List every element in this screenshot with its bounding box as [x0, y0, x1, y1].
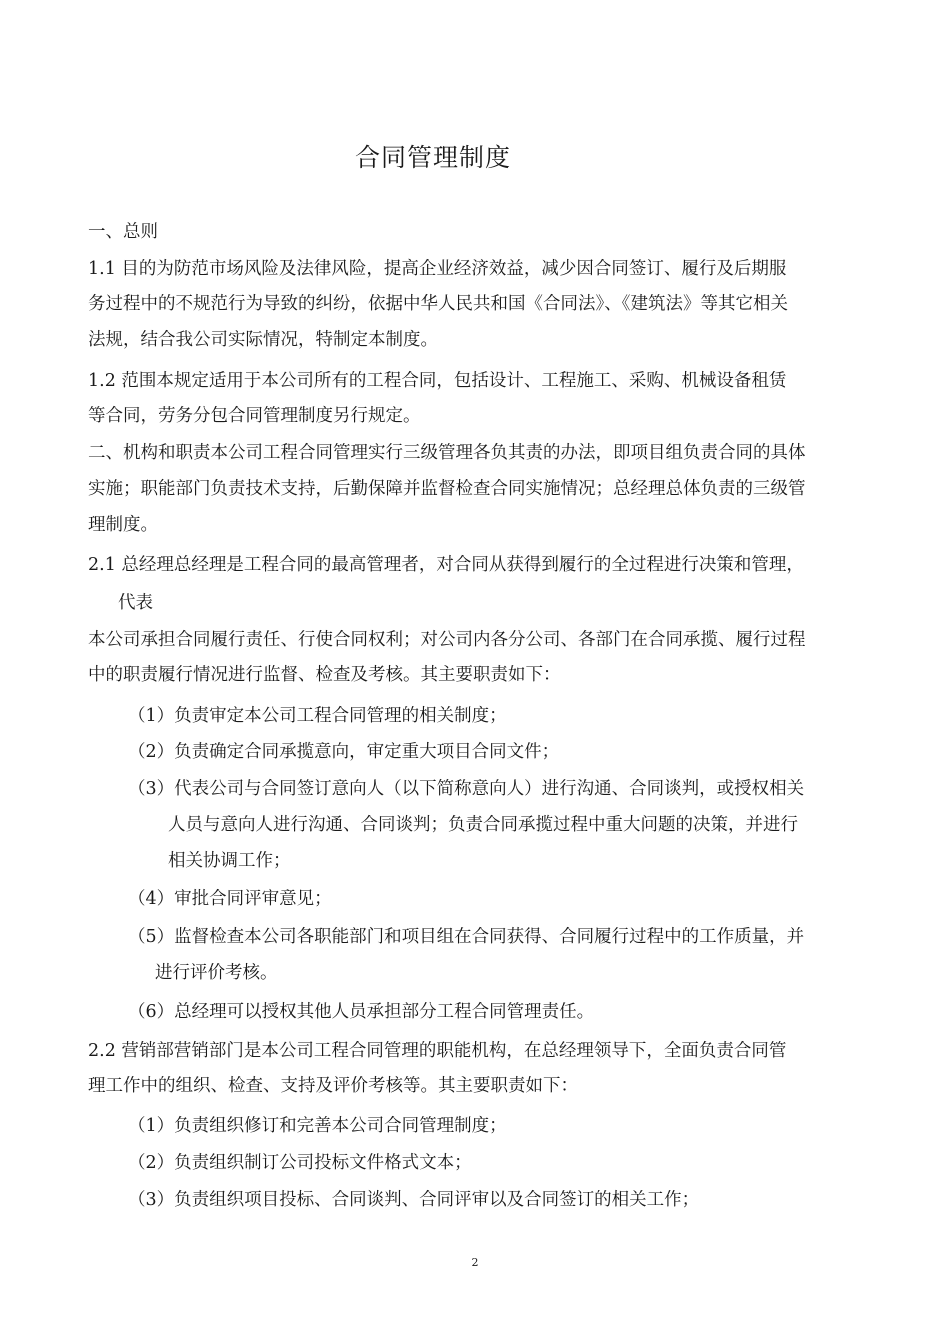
paragraph-line: 中的职责履行情况进行监督、检查及考核。其主要职责如下：	[88, 665, 561, 685]
list-item: （5）监督检查本公司各职能部门和项目组在合同获得、合同履行过程中的工作质量，并	[128, 927, 805, 947]
list-item: （3）代表公司与合同签订意向人（以下简称意向人）进行沟通、合同谈判，或授权相关	[128, 779, 805, 799]
list-item: （2）负责确定合同承揽意向，审定重大项目合同文件；	[128, 742, 560, 762]
paragraph-line: 法规，结合我公司实际情况，特制定本制度。	[88, 330, 438, 350]
list-item: （1）负责组织修订和完善本公司合同管理制度；	[128, 1116, 507, 1136]
section-heading-general: 一、总则	[88, 222, 158, 242]
paragraph-line: 本公司承担合同履行责任、行使合同权利；对公司内各分公司、各部门在合同承揽、履行过程	[88, 630, 806, 650]
list-item: （4）审批合同评审意见；	[128, 889, 332, 909]
paragraph-line: 2.2 营销部营销部门是本公司工程合同管理的职能机构，在总经理领导下，全面负责合同管	[88, 1041, 787, 1061]
list-item-continuation: 相关协调工作；	[168, 851, 291, 871]
list-item-continuation: 进行评价考核。	[155, 963, 278, 983]
paragraph-line: 1.2 范围本规定适用于本公司所有的工程合同，包括设计、工程施工、采购、机械设备租赁	[88, 371, 787, 391]
document-title: 合同管理制度	[354, 143, 511, 172]
page-number: 2	[471, 1256, 479, 1269]
list-item: （1）负责审定本公司工程合同管理的相关制度；	[128, 706, 507, 726]
list-item: （6）总经理可以授权其他人员承担部分工程合同管理责任。	[128, 1002, 595, 1022]
paragraph-line: 务过程中的不规范行为导致的纠纷，依据中华人民共和国《合同法》、《建筑法》等其它相关	[88, 294, 788, 314]
paragraph-line: 1.1 目的为防范市场风险及法律风险，提高企业经济效益，减少因合同签订、履行及后期服	[88, 259, 787, 279]
list-item: （2）负责组织制订公司投标文件格式文本；	[128, 1153, 472, 1173]
list-item: （3）负责组织项目投标、合同谈判、合同评审以及合同签订的相关工作；	[128, 1190, 700, 1210]
paragraph-line: 等合同，劳务分包合同管理制度另行规定。	[88, 406, 421, 426]
paragraph-line: 二、机构和职责本公司工程合同管理实行三级管理各负其责的办法，即项目组负责合同的具体	[88, 443, 806, 463]
paragraph-line: 代表	[118, 593, 153, 613]
paragraph-line: 2.1 总经理总经理是工程合同的最高管理者，对合同从获得到履行的全过程进行决策和管理，	[88, 555, 804, 575]
paragraph-line: 理制度。	[88, 515, 158, 535]
list-item-continuation: 人员与意向人进行沟通、合同谈判；负责合同承揽过程中重大问题的决策，并进行	[168, 815, 798, 835]
paragraph-line: 理工作中的组织、检查、支持及评价考核等。其主要职责如下：	[88, 1076, 578, 1096]
paragraph-line: 实施；职能部门负责技术支持，后勤保障并监督检查合同实施情况；总经理总体负责的三级管	[88, 479, 806, 499]
